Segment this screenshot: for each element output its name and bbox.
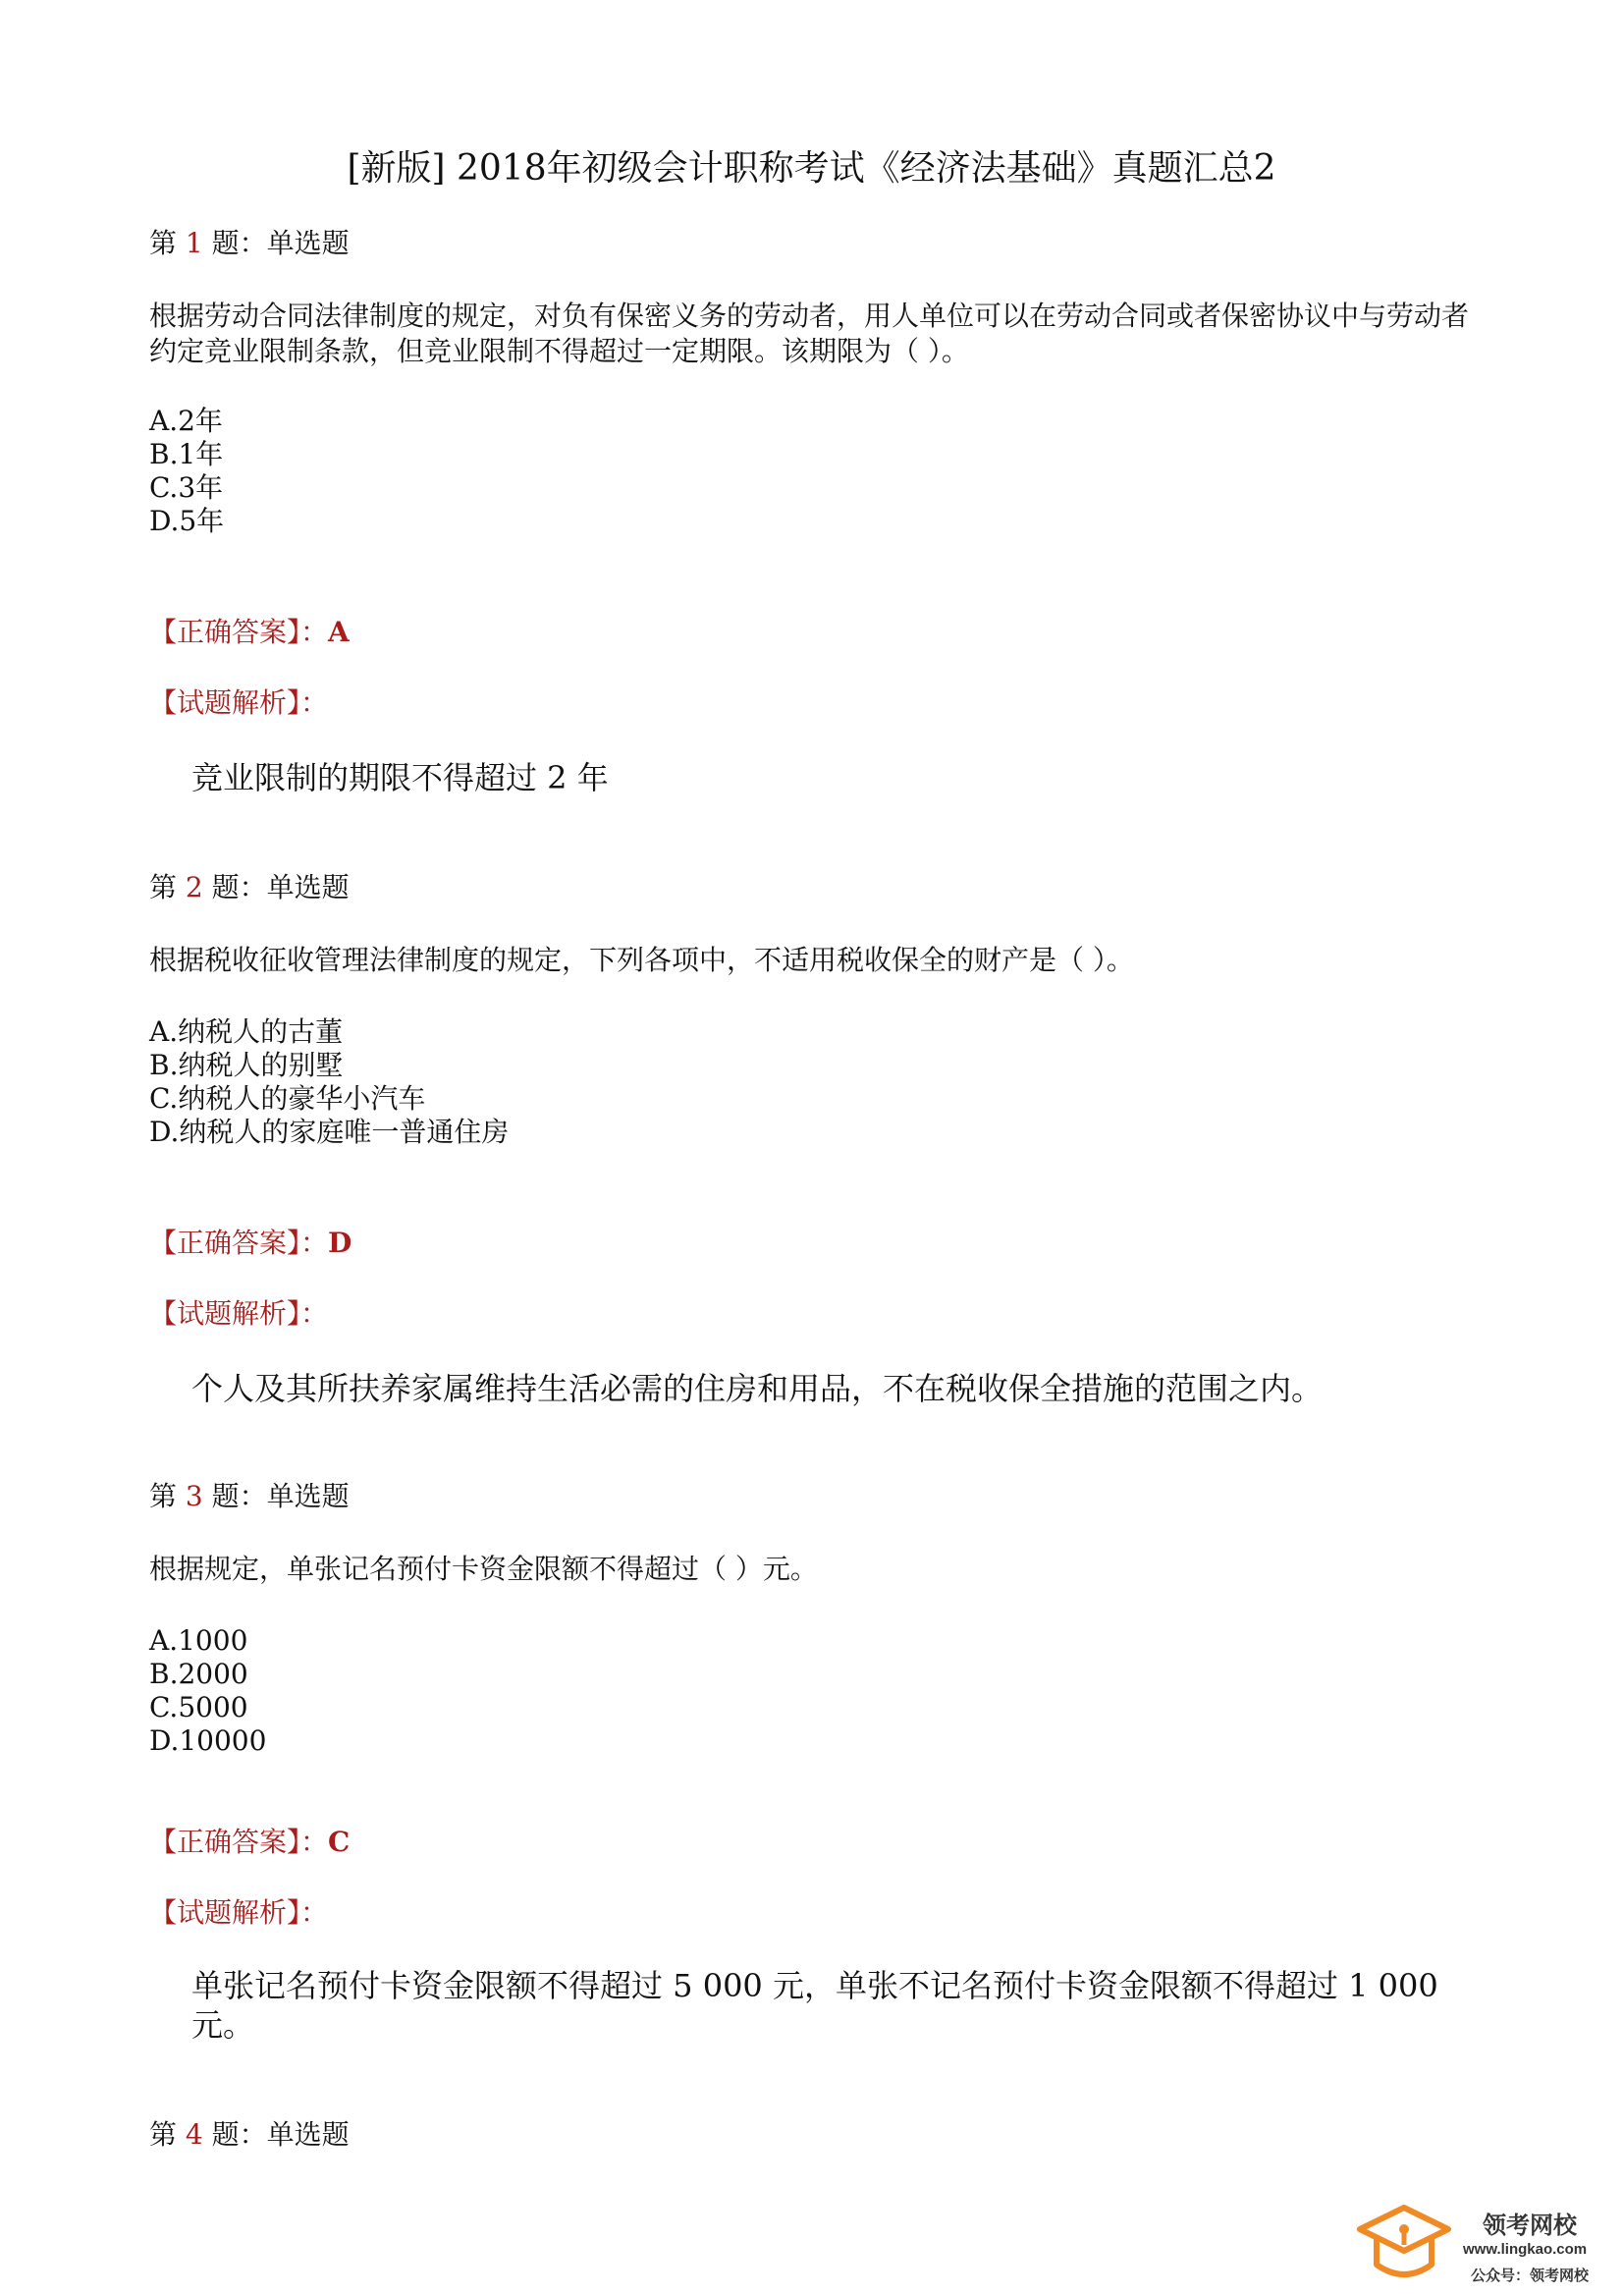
answer-value: C: [328, 1826, 351, 1858]
option-d: D.10000: [149, 1724, 267, 1757]
question-number: 1: [185, 227, 203, 259]
answer-label: 【正确答案】：: [149, 1826, 329, 1858]
question-2-options: [149, 1015, 509, 1149]
option-a: A.2年: [149, 405, 223, 437]
logo-wechat: 公众号：领考网校: [1471, 2268, 1590, 2284]
question-prefix: 第: [149, 871, 186, 903]
question-4-header: [149, 2117, 350, 2153]
option-c: C.纳税人的豪华小汽车: [149, 1082, 426, 1115]
option-b: B.2000: [149, 1658, 248, 1690]
question-2-stem: 根据税收征收管理法律制度的规定，下列各项中，不适用税收保全的财产是（ ）。: [149, 944, 1134, 976]
question-1-header: [149, 226, 350, 261]
question-3-analysis-label: 【试题解析】：: [149, 1896, 329, 1929]
option-c: C.5000: [149, 1691, 248, 1723]
question-3-analysis: 单张记名预付卡资金限额不得超过 5 000 元，单张不记名预付卡资金限额不得超过 1 000 元。: [191, 1967, 1438, 2044]
question-1-answer: [149, 615, 350, 650]
question-number: 4: [185, 2118, 203, 2151]
question-2-header: [149, 870, 350, 905]
question-number: 2: [185, 871, 203, 903]
option-a: A.1000: [149, 1624, 248, 1657]
option-b: B.纳税人的别墅: [149, 1049, 344, 1081]
question-type: 题：单选题: [202, 1480, 350, 1512]
question-1-stem: 根据劳动合同法律制度的规定，对负有保密义务的劳动者，用人单位可以在劳动合同或者保密协议中与劳动者约定竞业限制条款，但竞业限制不得超过一定期限。该期限为（ ）。: [149, 300, 1470, 367]
page-title: [新版] 2018年初级会计职称考试《经济法基础》真题汇总2: [347, 148, 1276, 189]
option-b: B.1年: [149, 438, 224, 470]
question-1-analysis: 竞业限制的期限不得超过 2 年: [191, 759, 609, 796]
answer-label: 【正确答案】：: [149, 616, 329, 648]
question-2-analysis: 个人及其所扶养家属维持生活必需的住房和用品，不在税收保全措施的范围之内。: [191, 1370, 1324, 1407]
answer-value: D: [328, 1227, 352, 1259]
answer-label: 【正确答案】：: [149, 1227, 329, 1259]
lingkao-logo: [1355, 2200, 1610, 2288]
question-3-header: [149, 1479, 350, 1514]
graduation-cap-icon: [1355, 2200, 1453, 2288]
question-type: 题：单选题: [202, 2118, 350, 2151]
question-3-stem: 根据规定，单张记名预付卡资金限额不得超过（ ）元。: [149, 1553, 818, 1585]
question-prefix: 第: [149, 1480, 186, 1512]
logo-brand-name: 领考网校: [1483, 2213, 1577, 2239]
question-2-analysis-label: 【试题解析】：: [149, 1297, 329, 1330]
question-number: 3: [185, 1480, 203, 1512]
answer-value: A: [328, 616, 350, 648]
question-3-answer: [149, 1825, 350, 1860]
option-d: D.5年: [149, 505, 225, 537]
question-type: 题：单选题: [202, 227, 350, 259]
question-prefix: 第: [149, 2118, 186, 2151]
option-c: C.3年: [149, 471, 224, 504]
question-type: 题：单选题: [202, 871, 350, 903]
option-d: D.纳税人的家庭唯一普通住房: [149, 1116, 510, 1148]
option-a: A.纳税人的古董: [149, 1015, 344, 1048]
question-1-options: [149, 405, 224, 538]
question-2-answer: [149, 1226, 352, 1261]
question-3-options: [149, 1624, 266, 1758]
question-1-analysis-label: 【试题解析】：: [149, 686, 329, 719]
logo-url: www.lingkao.com: [1463, 2241, 1588, 2258]
question-prefix: 第: [149, 227, 186, 259]
